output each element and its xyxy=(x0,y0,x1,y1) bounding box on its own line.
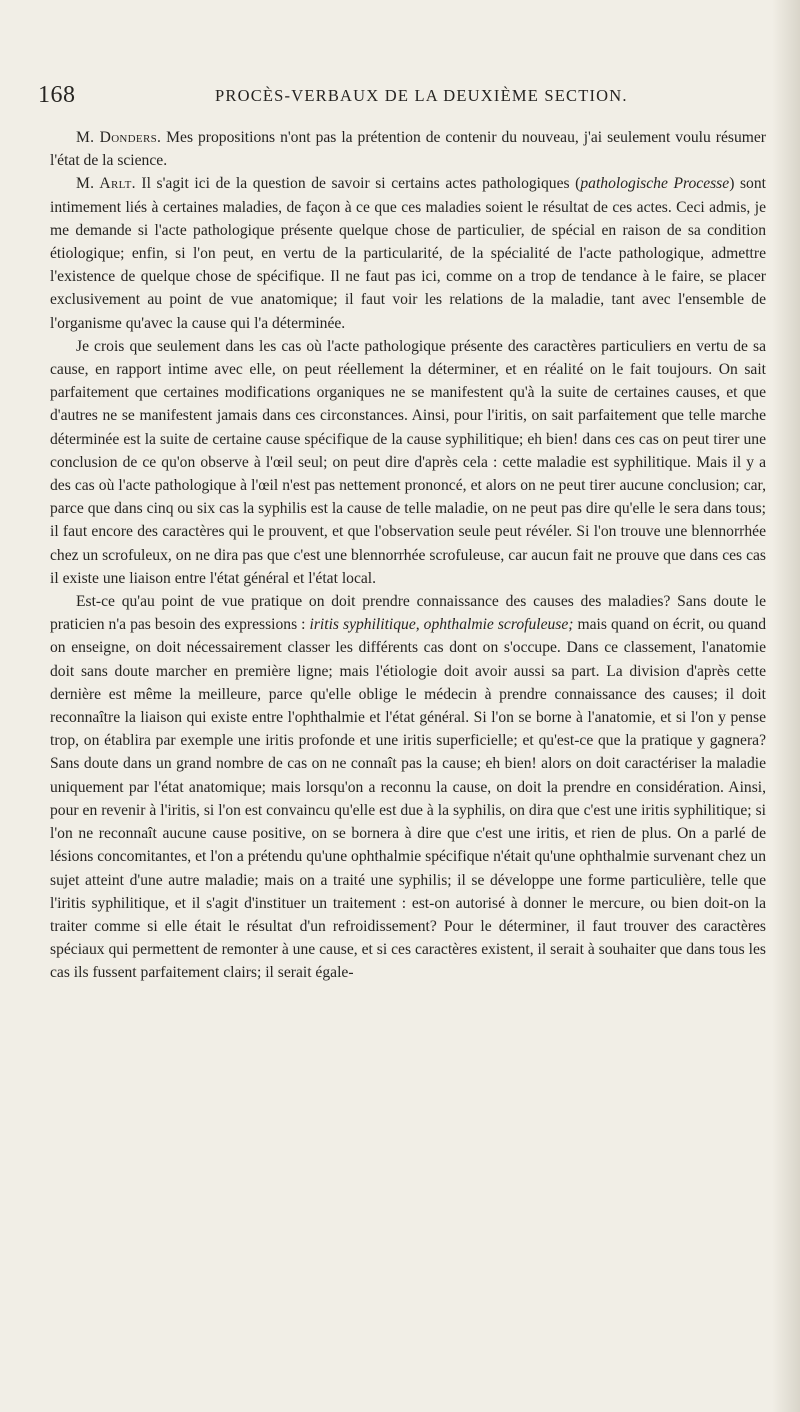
paragraph-arlt xyxy=(50,172,766,334)
paragraph-text: mais quand on écrit, ou quand on enseigne, on doit nécessairement classer les différents cas dont on s'occupe. Dans ce classement, l'anatomie doit sans doute marcher en première ligne; mais l'étiologie doit avoir aussi sa part. La division d'après cette dernière est même la meilleure, parce qu'elle oblige le médecin à prendre connaissance des causes; il doit reconnaître la liaison qui existe entre l'ophthalmie et l'état général. Si l'on se borne à l'anatomie, et si l'on y pense trop, on établira par exemple une iritis profonde et une iritis superficielle; et qu'est-ce que la pratique y gagnera? Sans doute dans un grand nombre de cas on ne connaît pas la cause; eh bien! alors on doit caractériser la maladie uniquement par l'état anatomique; mais lorsqu'on a reconnu la cause, on doit la prendre en considération. Ainsi, pour en revenir à l'iritis, si l'on est convaincu qu'elle est due à la syphilis, on dira que c'est une iritis syphilitique; si l'on ne reconnaît aucune cause positive, on se bornera à dire que c'est une iritis, et rien de plus. On a parlé de lésions concomitantes, et l'on a prétendu qu'une ophthalmie spécifique n'était qu'une ophthalmie survenant chez un sujet atteint d'une autre maladie; mais on a traité une syphilis; il se développe une forme particulière, telle que l'iritis syphilitique, et il s'agit d'instituer un traitement : est-on autorisé à donner le mercure, ou bien doit-on la traiter comme si elle était le résultat d'un refroidissement? Pour le déterminer, il faut trouver des caractères spéciaux qui permettent de remonter à une cause, et si ces caractères existent, il serait à souhaiter que dans tous les cas ils fussent parfaitement clairs; il serait égale- xyxy=(50,616,767,982)
paragraph-donders xyxy=(50,126,766,172)
paragraph-text: Il s'agit ici de la question de savoir si certains actes pathologiques ( xyxy=(135,175,581,193)
paragraph-text: Est-ce qu'au point de vue pratique on doit prendre connaissance des causes des maladies? Sans doute le praticien n'a pas besoin des expressions : xyxy=(50,593,766,634)
body-text xyxy=(50,126,766,985)
page-edge-shadow xyxy=(772,0,800,1412)
paragraph-text: ) sont intimement liés à certaines maladies, de façon à ce que ces maladies soient le résultat de ces actes. Ceci admis, je me demande si l'acte pathologique présente quelque chose de particulier, de spécial en raison de sa condition étiologique; enfin, si l'on peut, en vertu de la particularité, de la spécialité de l'acte pathologique, admettre l'existence de quelque chose de spécifique. Il ne faut pas ici, comme on a trop de tendance à le faire, se placer exclusivement au point de vue anatomique; il faut voir les relations de la maladie, tant avec l'ensemble de l'organisme qu'avec la cause qui l'a déterminée. xyxy=(50,175,766,332)
page-number: 168 xyxy=(38,82,76,108)
speaker-name: M. Arlt. xyxy=(76,175,136,193)
italic-term: iritis syphilitique, ophthalmie scrofuleuse; xyxy=(309,616,574,634)
paragraph-practice xyxy=(50,590,766,984)
italic-term: pathologische Processe xyxy=(580,175,730,193)
paragraph-causes xyxy=(50,335,766,590)
speaker-name: M. Donders. xyxy=(76,129,162,146)
paragraph-text: Je crois que seulement dans les cas où l'acte pathologique présente des caractères particuliers en vertu de sa cause, en rapport intime avec elle, on peut réellement la déterminer, et en réalité on le fait toujours. On sait parfaitement que certaines modifications organiques ne se manifestent qu'à la suite de certaines causes, et que d'autres ne se manifestent jamais dans ces circonstances. Ainsi, pour l'iritis, on sait parfaitement que telle marche déterminée est la suite de certaine cause spécifique de la cause syphilitique; eh bien! dans ces cas on peut tirer une conclusion de ce qu'on observe à l'œil seul; on peut dire d'après cela : cette maladie est syphilitique. Mais il y a des cas où l'acte pathologique à l'œil n'est pas nettement prononcé, et alors on ne peut tirer aucune conclusion; car, parce que dans cinq ou six cas la syphilis est la cause de telle maladie, on ne peut pas dire qu'elle le sera dans tous; il faut encore des caractères qui le prouvent, et que l'observation seule peut révéler. Si l'on trouve une blennorrhée chez un scrofuleux, on ne dira pas que c'est une blennorrhée scrofuleuse, car aucun fait ne prouve que dans ces cas il existe une liaison entre l'état général et l'état local. xyxy=(50,337,766,587)
paragraph-text: Mes propositions n'ont pas la prétention de contenir du nouveau, j'ai seulement voulu résumer l'état de la science. xyxy=(50,129,766,170)
running-head: PROCÈS-VERBAUX DE LA DEUXIÈME SECTION. xyxy=(215,86,628,105)
